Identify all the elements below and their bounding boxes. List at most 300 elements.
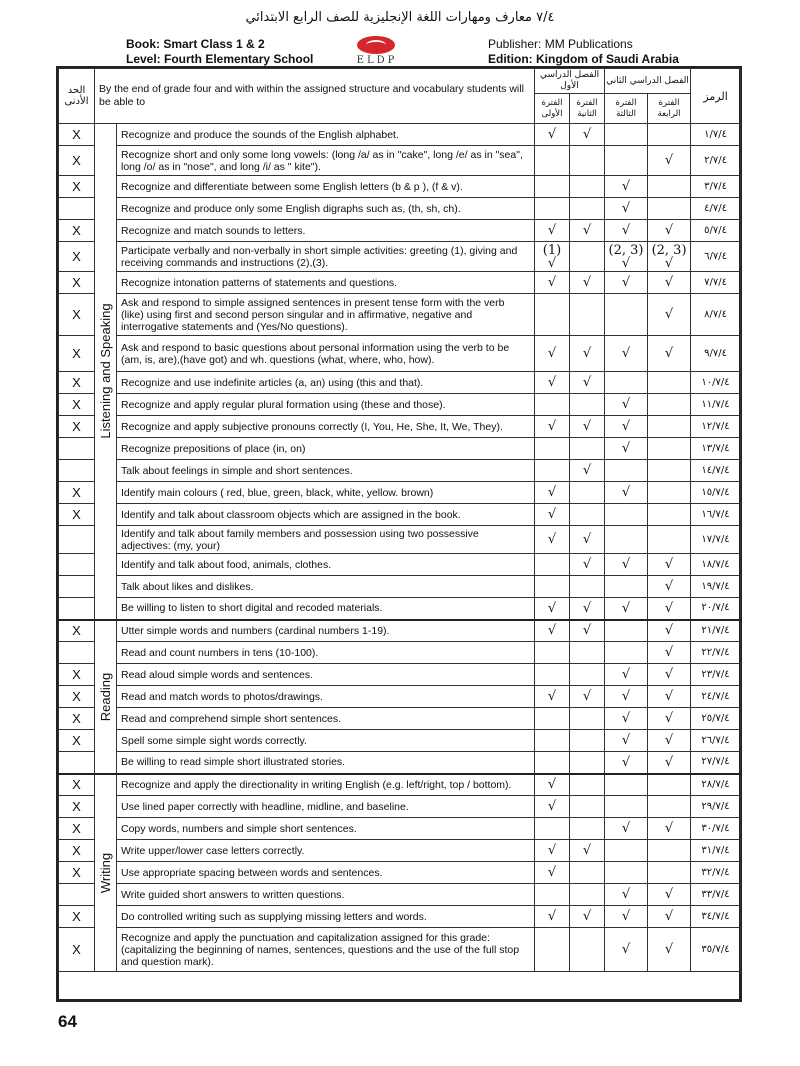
standard-code: ٢٩/٧/٤ <box>691 796 741 818</box>
min-marker: X <box>59 928 95 972</box>
period-mark <box>535 460 570 482</box>
mark-value: √ <box>621 557 631 572</box>
mark-value: √ <box>582 689 592 704</box>
mark-value: √ <box>621 754 631 770</box>
table-row <box>59 752 741 774</box>
standard-code: ٣/٧/٤ <box>691 176 741 198</box>
mark-value: √ <box>664 623 674 639</box>
period-mark <box>648 752 691 774</box>
mark-value: √ <box>582 375 592 390</box>
mark-value: (1) <box>542 242 562 258</box>
period-mark <box>570 438 605 460</box>
period-mark <box>570 220 605 242</box>
skill-text: Recognize and produce the sounds of the English alphabet. <box>117 124 535 146</box>
period-mark <box>605 198 648 220</box>
skill-text: Identify main colours ( red, blue, green, black, white, yellow. brown) <box>117 482 535 504</box>
section-label-cell <box>95 124 117 620</box>
mark-value: √ <box>547 865 557 880</box>
period-mark <box>605 642 648 664</box>
mark-value: √ <box>582 600 592 616</box>
skill-text: Copy words, numbers and simple short sentences. <box>117 818 535 840</box>
period-mark <box>570 620 605 642</box>
period-mark <box>535 686 570 708</box>
period-mark <box>535 372 570 394</box>
mark-value: √ <box>621 711 631 726</box>
table-row <box>59 504 741 526</box>
period-mark <box>648 664 691 686</box>
min-marker: X <box>59 708 95 730</box>
min-marker: X <box>59 482 95 504</box>
standard-code: ١٠/٧/٤ <box>691 372 741 394</box>
table-row <box>59 862 741 884</box>
min-marker: X <box>59 416 95 438</box>
standard-code: ١٦/٧/٤ <box>691 504 741 526</box>
standard-code: ٢٠/٧/٤ <box>691 598 741 620</box>
skill-text: Recognize intonation patterns of statements and questions. <box>117 272 535 294</box>
period-mark <box>648 526 691 554</box>
standard-code: ١٧/٧/٤ <box>691 526 741 554</box>
period-mark <box>570 862 605 884</box>
standard-code: ٢٦/٧/٤ <box>691 730 741 752</box>
period-mark <box>570 176 605 198</box>
period-mark <box>648 198 691 220</box>
section-label-listening: Listening and Speaking <box>97 303 113 439</box>
mark-value: √ <box>547 375 557 390</box>
period-mark <box>648 818 691 840</box>
skill-text: Recognize and apply subjective pronouns correctly (I, You, He, She, It, We, They). <box>117 416 535 438</box>
standard-code: ٢/٧/٤ <box>691 146 741 176</box>
period-mark <box>605 796 648 818</box>
period-mark <box>605 176 648 198</box>
period-mark <box>570 124 605 146</box>
period-mark <box>535 526 570 554</box>
mark-value: √ <box>582 223 592 238</box>
table-row <box>59 176 741 198</box>
period-mark <box>535 438 570 460</box>
level-label: Level: Fourth Elementary School <box>126 52 314 66</box>
period-mark <box>605 818 648 840</box>
code-column-header: الرمز <box>691 69 741 124</box>
standard-code: ١٨/٧/٤ <box>691 554 741 576</box>
min-marker <box>59 198 95 220</box>
table-row <box>59 884 741 906</box>
period-mark <box>570 394 605 416</box>
period-mark <box>535 220 570 242</box>
period-mark <box>570 840 605 862</box>
period-mark <box>605 576 648 598</box>
period-mark <box>535 620 570 642</box>
period-mark <box>570 460 605 482</box>
section-label-writing: Writing <box>97 852 113 893</box>
period-mark <box>570 708 605 730</box>
skill-text: Ask and respond to basic questions about personal information using the verb to be (am, is, are),(have got) and wh. questions (what, where, who, how). <box>117 336 535 372</box>
period-mark <box>605 774 648 796</box>
period-mark <box>648 774 691 796</box>
period-mark <box>535 708 570 730</box>
skill-text: Write guided short answers to written questions. <box>117 884 535 906</box>
mark-value: √ <box>547 623 557 639</box>
period-mark <box>570 272 605 294</box>
period-mark <box>605 460 648 482</box>
table-row <box>59 416 741 438</box>
skill-text: Recognize and use indefinite articles (a, an) using (this and that). <box>117 372 535 394</box>
period-mark <box>570 796 605 818</box>
mark-value: √ <box>621 201 631 216</box>
table-row <box>59 554 741 576</box>
skill-text: Recognize and differentiate between some English letters (b & p ), (f & v). <box>117 176 535 198</box>
standard-code: ١٤/٧/٤ <box>691 460 741 482</box>
min-marker <box>59 460 95 482</box>
period-mark <box>648 840 691 862</box>
period-mark <box>605 242 648 272</box>
period-mark <box>648 460 691 482</box>
period-mark <box>605 598 648 620</box>
mark-value: √ <box>664 645 674 660</box>
period-mark <box>648 336 691 372</box>
table-row <box>59 796 741 818</box>
period-mark <box>535 124 570 146</box>
period-mark <box>535 730 570 752</box>
mark-value: √ <box>582 346 592 361</box>
skill-text: Identify and talk about classroom objects which are assigned in the book. <box>117 504 535 526</box>
mark-value: √ <box>547 843 557 858</box>
standard-code: ٢٣/٧/٤ <box>691 664 741 686</box>
min-marker: X <box>59 372 95 394</box>
period-mark <box>648 294 691 336</box>
period-mark <box>535 862 570 884</box>
table-row <box>59 198 741 220</box>
period-mark <box>605 220 648 242</box>
period-mark <box>535 504 570 526</box>
mark-value: √ <box>664 579 674 594</box>
period-mark <box>648 686 691 708</box>
period-mark <box>605 294 648 336</box>
min-marker: X <box>59 294 95 336</box>
period-mark <box>648 906 691 928</box>
mark-value: √ <box>621 397 631 412</box>
table-row <box>59 146 741 176</box>
min-marker: X <box>59 796 95 818</box>
standard-code: ٣١/٧/٤ <box>691 840 741 862</box>
arabic-page-title: ٧/٤ معارف ومهارات اللغة الإنجليزية للصف الرابع الابتدائي <box>245 10 555 25</box>
mark-value: √ <box>664 557 674 572</box>
semester2-header: الفصل الدراسي الثاني <box>605 69 691 94</box>
skill-text: Do controlled writing such as supplying missing letters and words. <box>117 906 535 928</box>
mark-value: √ <box>621 441 631 456</box>
min-column-header: الحد الأدنى <box>59 69 95 124</box>
mark-value: √ <box>621 346 631 361</box>
min-marker: X <box>59 862 95 884</box>
table-row <box>59 906 741 928</box>
standard-code: ٣٠/٧/٤ <box>691 818 741 840</box>
period-mark <box>535 554 570 576</box>
min-marker: X <box>59 394 95 416</box>
table-row <box>59 774 741 796</box>
period-mark <box>605 124 648 146</box>
period-mark <box>570 242 605 272</box>
min-marker: X <box>59 146 95 176</box>
mark-value: √ <box>664 711 674 726</box>
period-mark <box>535 752 570 774</box>
skill-text: Use appropriate spacing between words and sentences. <box>117 862 535 884</box>
mark-value: √ <box>621 275 631 290</box>
period-mark <box>535 818 570 840</box>
period-mark <box>605 272 648 294</box>
period-mark <box>570 146 605 176</box>
standard-code: ٨/٧/٤ <box>691 294 741 336</box>
table-row <box>59 272 741 294</box>
period-mark <box>648 372 691 394</box>
mark-value: √ <box>582 419 592 434</box>
skill-text: Utter simple words and numbers (cardinal numbers 1-19). <box>117 620 535 642</box>
section-label-reading: Reading <box>97 672 113 721</box>
period-mark <box>605 146 648 176</box>
standard-code: ٢٧/٧/٤ <box>691 752 741 774</box>
mark-value: √ <box>664 346 674 361</box>
period-mark <box>648 394 691 416</box>
mark-value: √ <box>547 909 557 924</box>
period-mark <box>605 884 648 906</box>
period-mark <box>605 686 648 708</box>
period-mark <box>535 272 570 294</box>
period-mark <box>535 598 570 620</box>
min-marker: X <box>59 272 95 294</box>
min-marker <box>59 752 95 774</box>
period-mark <box>535 176 570 198</box>
period-mark <box>605 752 648 774</box>
table-row <box>59 840 741 862</box>
mark-value: √ <box>621 689 631 704</box>
mark-value: √ <box>621 733 631 748</box>
period-mark <box>648 504 691 526</box>
period-mark <box>605 372 648 394</box>
standard-code: ٢٢/٧/٤ <box>691 642 741 664</box>
period-mark <box>648 554 691 576</box>
skill-text: Talk about likes and dislikes. <box>117 576 535 598</box>
mark-check: √ <box>664 255 674 271</box>
period1-header: الفترة الأولى <box>535 94 570 124</box>
period-mark <box>570 928 605 972</box>
standards-table <box>58 68 741 972</box>
skill-text: Recognize and apply the directionality in writing English (e.g. left/right, top / bottom). <box>117 774 535 796</box>
skill-text: Be willing to listen to short digital and recoded materials. <box>117 598 535 620</box>
period-mark <box>648 176 691 198</box>
period-mark <box>535 146 570 176</box>
skill-text: Ask and respond to simple assigned sentences in present tense form with the verb (like) using first and second person singular and in affirmative, negative and interrogative statements and (Yes/No questions). <box>117 294 535 336</box>
table-row <box>59 394 741 416</box>
mark-value: √ <box>664 754 674 770</box>
period-mark <box>605 840 648 862</box>
table-row <box>59 818 741 840</box>
period-mark <box>605 394 648 416</box>
skill-text: Read and count numbers in tens (10-100). <box>117 642 535 664</box>
mark-check: √ <box>621 255 631 271</box>
skill-text: Talk about feelings in simple and short sentences. <box>117 460 535 482</box>
period-mark <box>570 294 605 336</box>
standard-code: ٢٥/٧/٤ <box>691 708 741 730</box>
period-mark <box>570 336 605 372</box>
section-label-cell <box>95 774 117 972</box>
min-marker: X <box>59 730 95 752</box>
table-row <box>59 730 741 752</box>
period-mark <box>605 526 648 554</box>
period-mark <box>648 220 691 242</box>
mark-value: √ <box>582 909 592 924</box>
period-mark <box>648 796 691 818</box>
mark-value: √ <box>547 507 557 522</box>
period-mark <box>648 576 691 598</box>
period-mark <box>570 818 605 840</box>
period-mark <box>648 272 691 294</box>
skill-text: Read aloud simple words and sentences. <box>117 664 535 686</box>
period-mark <box>605 482 648 504</box>
table-row <box>59 220 741 242</box>
mark-value: √ <box>664 667 674 682</box>
page-number: 64 <box>58 1012 77 1031</box>
mark-value: √ <box>582 532 592 547</box>
table-row <box>59 708 741 730</box>
period-mark <box>648 598 691 620</box>
table-row <box>59 294 741 336</box>
mark-value: √ <box>547 532 557 547</box>
period-mark <box>570 598 605 620</box>
mark-value: √ <box>621 942 631 957</box>
min-marker: X <box>59 818 95 840</box>
mark-value: √ <box>664 153 674 168</box>
min-marker <box>59 554 95 576</box>
skill-text: Recognize and produce only some English digraphs such as, (th, sh, ch). <box>117 198 535 220</box>
min-marker <box>59 438 95 460</box>
mark-value: √ <box>621 485 631 500</box>
mark-value: √ <box>621 223 631 238</box>
min-marker <box>59 598 95 620</box>
mark-check: √ <box>547 255 557 271</box>
period-mark <box>648 884 691 906</box>
period-mark <box>605 708 648 730</box>
period-mark <box>570 504 605 526</box>
mark-value: √ <box>664 942 674 957</box>
skill-text: Spell some simple sight words correctly. <box>117 730 535 752</box>
standard-code: ٢١/٧/٤ <box>691 620 741 642</box>
period-mark <box>535 906 570 928</box>
min-marker: X <box>59 906 95 928</box>
period-mark <box>648 438 691 460</box>
mark-value: √ <box>547 777 557 793</box>
logo-emblem-icon <box>357 36 395 54</box>
period-mark <box>648 242 691 272</box>
period-mark <box>570 554 605 576</box>
table-row <box>59 620 741 642</box>
mark-value: √ <box>582 463 592 478</box>
table-row <box>59 460 741 482</box>
table-row <box>59 336 741 372</box>
period-mark <box>605 730 648 752</box>
skill-text: Read and comprehend simple short sentences. <box>117 708 535 730</box>
period-mark <box>535 664 570 686</box>
edition-label: Edition: Kingdom of Saudi Arabia <box>488 52 679 66</box>
standard-code: ٣٢/٧/٤ <box>691 862 741 884</box>
period-mark <box>535 928 570 972</box>
semester1-header: الفصل الدراسي الأول <box>535 69 605 94</box>
min-marker: X <box>59 176 95 198</box>
mark-value: √ <box>664 909 674 924</box>
mark-value: √ <box>547 275 557 290</box>
mark-value: √ <box>621 887 631 902</box>
standard-code: ٤/٧/٤ <box>691 198 741 220</box>
section-label-cell <box>95 620 117 774</box>
period-mark <box>605 416 648 438</box>
skill-text: Read and match words to photos/drawings. <box>117 686 535 708</box>
period-mark <box>535 294 570 336</box>
skill-text: Recognize and match sounds to letters. <box>117 220 535 242</box>
book-label: Book: Smart Class 1 & 2 <box>126 37 265 51</box>
skill-text: Write upper/lower case letters correctly. <box>117 840 535 862</box>
standard-code: ١٥/٧/٤ <box>691 482 741 504</box>
skill-text: Recognize short and only some long vowels: (long /a/ as in "cake", long /e/ as in "sea", long /o/ as in "nose", and long /i/ as " kite"). <box>117 146 535 176</box>
period-mark <box>605 620 648 642</box>
period-mark <box>605 928 648 972</box>
skill-text: Recognize and apply regular plural formation using (these and those). <box>117 394 535 416</box>
standard-code: ١/٧/٤ <box>691 124 741 146</box>
mark-value: √ <box>664 223 674 238</box>
standard-code: ٦/٧/٤ <box>691 242 741 272</box>
period-mark <box>648 620 691 642</box>
period-mark <box>605 862 648 884</box>
standard-code: ١٢/٧/٤ <box>691 416 741 438</box>
period-mark <box>535 840 570 862</box>
skill-text: Participate verbally and non-verbally in short simple activities: greeting (1), giving and receiving commands and instructions (2),(3). <box>117 242 535 272</box>
mark-value: √ <box>582 557 592 572</box>
period-mark <box>535 576 570 598</box>
period-mark <box>570 576 605 598</box>
mark-value: √ <box>664 887 674 902</box>
table-row <box>59 526 741 554</box>
standard-code: ٣٣/٧/٤ <box>691 884 741 906</box>
mark-value: √ <box>547 689 557 704</box>
period-mark <box>648 708 691 730</box>
period-mark <box>535 482 570 504</box>
table-row <box>59 664 741 686</box>
period-mark <box>648 642 691 664</box>
period-mark <box>535 416 570 438</box>
mark-value: √ <box>547 346 557 361</box>
period3-header: الفترة الثالثة <box>605 94 648 124</box>
intro-text: By the end of grade four and with within the assigned structure and vocabulary students will be able to <box>95 69 535 124</box>
mark-value: √ <box>664 600 674 616</box>
min-marker: X <box>59 774 95 796</box>
mark-value: (2, 3) <box>651 242 687 258</box>
min-marker <box>59 526 95 554</box>
min-marker: X <box>59 620 95 642</box>
table-row <box>59 242 741 272</box>
min-marker: X <box>59 840 95 862</box>
period-mark <box>570 482 605 504</box>
table-row <box>59 686 741 708</box>
period-mark <box>535 394 570 416</box>
period-mark <box>570 884 605 906</box>
table-row <box>59 642 741 664</box>
mark-value: √ <box>547 485 557 500</box>
table-row <box>59 124 741 146</box>
standard-code: ٢٨/٧/٤ <box>691 774 741 796</box>
period-mark <box>648 730 691 752</box>
period-mark <box>648 416 691 438</box>
skill-text: Identify and talk about food, animals, clothes. <box>117 554 535 576</box>
table-row <box>59 438 741 460</box>
period-mark <box>605 664 648 686</box>
standard-code: ٣٤/٧/٤ <box>691 906 741 928</box>
standard-code: ٩/٧/٤ <box>691 336 741 372</box>
